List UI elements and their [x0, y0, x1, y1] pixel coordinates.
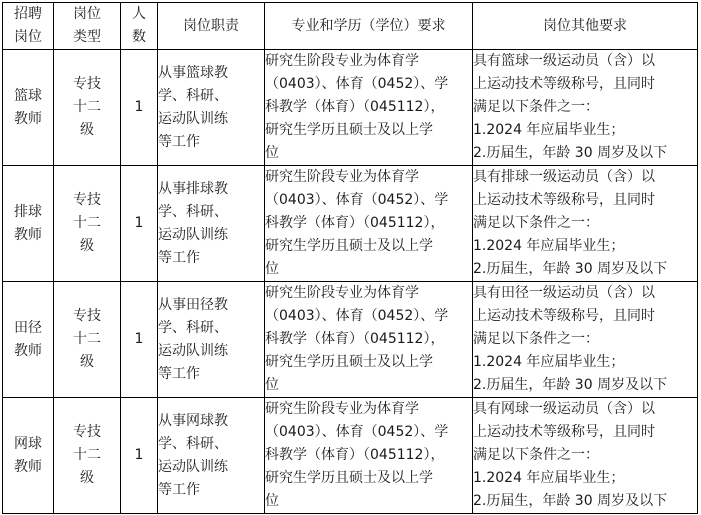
- header-other: 岗位其他要求: [473, 3, 698, 50]
- table-body: [3, 50, 698, 514]
- type-cell: 专技 十二 级: [54, 50, 121, 166]
- other-requirements-cell: 具有网球一级运动员（含）以 上运动技术等级称号，且同时 满足以下条件之一： 1.2024 年应届毕业生； 2.历届生，年龄 30 周岁及以下: [473, 398, 698, 514]
- duty-cell: 从事排球教 学、科研、 运动队训练 等工作: [158, 166, 265, 282]
- type-cell: 专技 十二 级: [54, 282, 121, 398]
- table-row: [3, 166, 698, 282]
- table-row: [3, 282, 698, 398]
- header-type: 岗位 类型: [54, 3, 121, 50]
- education-cell: 研究生阶段专业为体育学 （0403）、体育（0452）、学 科教学（体育）（045112）， 研究生学历且硕士及以上学 位: [265, 166, 473, 282]
- table-row: [3, 50, 698, 166]
- table-row: [3, 398, 698, 514]
- type-cell: 专技 十二 级: [54, 398, 121, 514]
- header-row: [3, 3, 698, 50]
- other-requirements-cell: 具有篮球一级运动员（含）以 上运动技术等级称号，且同时 满足以下条件之一： 1.2024 年应届毕业生； 2.历届生，年龄 30 周岁及以下: [473, 50, 698, 166]
- position-cell: 田径 教师: [3, 282, 54, 398]
- education-cell: 研究生阶段专业为体育学 （0403）、体育（0452）、学 科教学（体育）（045112）， 研究生学历且硕士及以上学 位: [265, 398, 473, 514]
- position-cell: 篮球 教师: [3, 50, 54, 166]
- count-cell: 1: [121, 282, 158, 398]
- header-count: 人 数: [121, 3, 158, 50]
- count-cell: 1: [121, 50, 158, 166]
- count-cell: 1: [121, 398, 158, 514]
- position-cell: 网球 教师: [3, 398, 54, 514]
- type-cell: 专技 十二 级: [54, 166, 121, 282]
- count-cell: 1: [121, 166, 158, 282]
- education-cell: 研究生阶段专业为体育学 （0403）、体育（0452）、学 科教学（体育）（045112）， 研究生学历且硕士及以上学 位: [265, 282, 473, 398]
- duty-cell: 从事田径教 学、科研、 运动队训练 等工作: [158, 282, 265, 398]
- recruitment-table: [2, 2, 698, 514]
- education-cell: 研究生阶段专业为体育学 （0403）、体育（0452）、学 科教学（体育）（045112）， 研究生学历且硕士及以上学 位: [265, 50, 473, 166]
- other-requirements-cell: 具有田径一级运动员（含）以 上运动技术等级称号，且同时 满足以下条件之一： 1.2024 年应届毕业生； 2.历届生，年龄 30 周岁及以下: [473, 282, 698, 398]
- other-requirements-cell: 具有排球一级运动员（含）以 上运动技术等级称号，且同时 满足以下条件之一： 1.2024 年应届毕业生； 2.历届生，年龄 30 周岁及以下: [473, 166, 698, 282]
- position-cell: 排球 教师: [3, 166, 54, 282]
- header-dept: 招聘 岗位: [3, 3, 54, 50]
- header-edu: 专业和学历（学位）要求: [265, 3, 473, 50]
- duty-cell: 从事网球教 学、科研、 运动队训练 等工作: [158, 398, 265, 514]
- header-duty: 岗位职责: [158, 3, 265, 50]
- duty-cell: 从事篮球教 学、科研、 运动队训练 等工作: [158, 50, 265, 166]
